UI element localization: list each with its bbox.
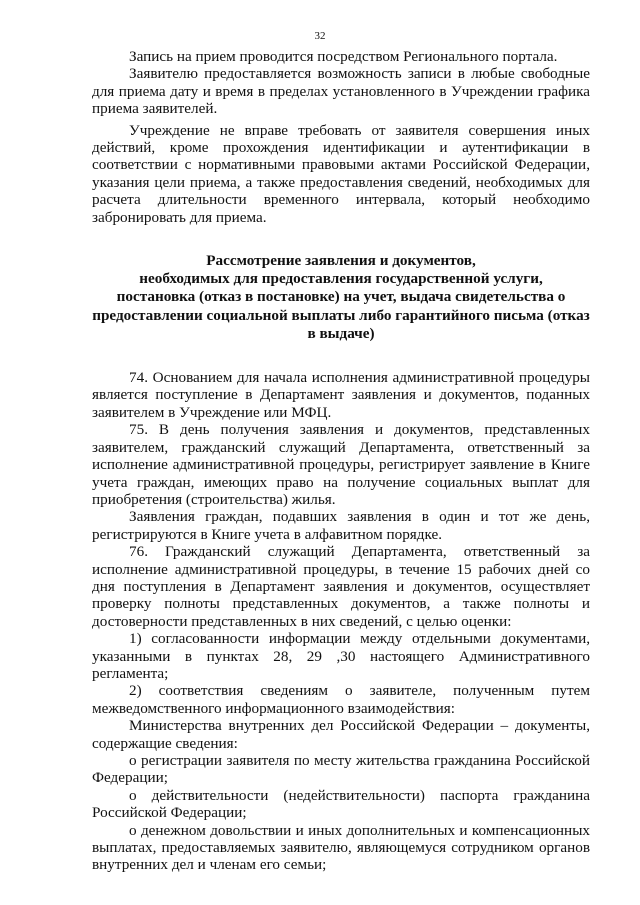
list-item-consistency: 1) согласованности информации между отдельными документами, указанными в пунктах 28, 29 ,30 настоящего Административного регламента; xyxy=(92,630,590,682)
paragraph-75: 75. В день получения заявления и документов, представленных заявителем, гражданский служащий Департамента, ответственный за исполнение административной процедуры, регистрирует заявление в Книге учета граждан, имеющих право на получение социальных выплат для приобретения (строительства) жилья. xyxy=(92,421,590,508)
paragraph-ministry: Министерства внутренних дел Российской Федерации – документы, содержащие сведения: xyxy=(92,717,590,752)
paragraph-passport: о действительности (недействительности) паспорта гражданина Российской Федерации; xyxy=(92,786,590,822)
paragraph-institution-restrictions: Учреждение не вправе требовать от заявителя совершения иных действий, кроме прохождения идентификации и аутентификации в соответствии с нормативными правовыми актами Российской Федерации, указания цели приема, а также предоставления сведений, необходимых для расчета длительности временного интервала, который необходимо забронировать для приема. xyxy=(92,121,590,226)
paragraph-same-day: Заявления граждан, подавших заявления в один и тот же день, регистрируются в Книге учета в алфавитном порядке. xyxy=(92,508,590,543)
paragraph-74: 74. Основанием для начала исполнения административной процедуры является поступление в Департамент заявления и документов, поданных заявителем в Учреждение или МФЦ. xyxy=(92,369,590,421)
heading-line: необходимых для предоставления государственной услуги, xyxy=(139,270,543,288)
heading-line: в выдаче) xyxy=(307,324,375,342)
paragraph-allowance: о денежном довольствии и иных дополнительных и компенсационных выплатах, предоставляемых заявителю, являющемуся сотрудником органов внутренних дел и членам его семьи; xyxy=(92,821,590,874)
paragraph-booking-options: Заявителю предоставляется возможность записи в любые свободные для приема дату и время в пределах установленного в Учреждении графика приема заявителей. xyxy=(92,65,590,118)
section-heading xyxy=(92,252,590,343)
paragraph-portal-booking: Запись на прием проводится посредством Регионального портала. xyxy=(129,48,558,65)
heading-line: Рассмотрение заявления и документов, xyxy=(206,252,476,270)
heading-line: предоставлении социальной выплаты либо гарантийного письма (отказ xyxy=(92,306,590,324)
paragraph-registration: о регистрации заявителя по месту жительства гражданина Российской Федерации; xyxy=(92,752,590,787)
list-item-interagency: 2) соответствия сведениям о заявителе, полученным путем межведомственного информационного взаимодействия: xyxy=(92,682,590,717)
heading-line: постановка (отказ в постановке) на учет, выдача свидетельства о xyxy=(116,288,566,306)
document-body xyxy=(92,48,590,874)
page-number: 32 xyxy=(314,30,326,42)
paragraph-76: 76. Гражданский служащий Департамента, ответственный за исполнение административной процедуры, в течение 15 рабочих дней со дня поступления в Департамент заявления и документов, осуществляет проверку полноты представленных документов, а также полноты и достоверности представленных в них сведений, с целью оценки: xyxy=(92,543,590,630)
